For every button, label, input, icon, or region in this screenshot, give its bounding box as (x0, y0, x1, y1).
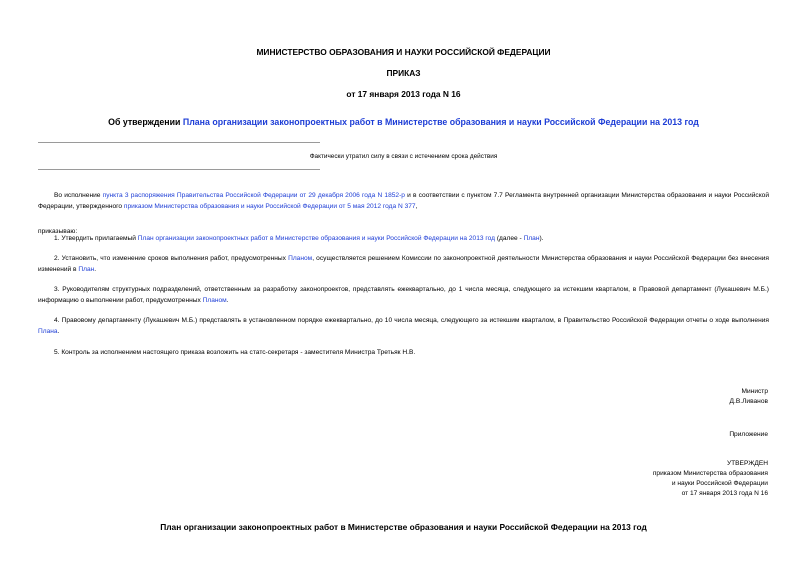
status-note: Фактически утратил силу в связи с истечением срока действия (309, 153, 498, 160)
item-2 (38, 253, 769, 275)
ministry-heading: МИНИСТЕРСТВО ОБРАЗОВАНИЯ И НАУКИ РОССИЙСКОЙ ФЕДЕРАЦИИ (256, 47, 551, 57)
item-1-text-1: 1. Утвердить прилагаемый (54, 235, 138, 242)
item-5 (38, 347, 769, 358)
date-number-heading: от 17 января 2013 года N 16 (346, 89, 461, 99)
preamble-text-3: , (415, 203, 418, 210)
preamble-text-1: Во исполнение (54, 192, 103, 199)
item-2-text-3: . (94, 266, 97, 273)
item-1-text-3: ). (539, 235, 544, 242)
item-4-text-1: 4. Правовому департаменту (Лукашевич М.Б.) представлять в установленном порядке ежеквартально, до 10 числа месяца, следующего за истекшим кварталом, в Правительство Российской Федерации отчеты о ходе выполнения (54, 317, 769, 324)
approval-line-1: УТВЕРЖДЕН (726, 460, 768, 467)
order-word: приказываю: (38, 228, 78, 235)
item-2-text-2: , осуществляется решением Комиссии по законопроектной деятельности Министерства образования и науки Российской Федерации без внесения изменений в (38, 255, 770, 273)
signature-position: Министр (741, 388, 768, 395)
appendix-label: Приложение (729, 431, 768, 438)
document-title (0, 117, 807, 127)
ministry-order-link[interactable]: приказом Министерства образования и науки Российской Федерации от 5 мая 2012 года N 377 (123, 203, 416, 210)
preamble-paragraph (38, 190, 769, 212)
plan-title: План организации законопроектных работ в Министерстве образования и науки Российской Федерации на 2013 год (160, 522, 647, 532)
item-5-text-1: 5. Контроль за исполнением настоящего приказа возложить на статс-секретаря - заместителя Министра Третьяк Н.В. (54, 349, 416, 356)
item-3-text-1: 3. Руководителям структурных подразделений, ответственным за разработку законопроектов, представлять ежеквартально, до 1 числа месяца, следующего за истекшим кварталом, в Правовой департамент (Лукашевич М.Б.) информацию о выполнении работ, предусмотренных (38, 286, 769, 304)
signature-block (500, 387, 768, 407)
item-1-text-2: (далее - (495, 235, 524, 242)
preamble-text-2: и в соответствии с пунктом 7.7 Регламента внутренней организации Министерства образования и науки Российской Федерации, утвержденного (38, 192, 770, 210)
item-1-plan-link[interactable]: План организации законопроектных работ в Министерстве образования и науки Российской Федерации на 2013 год (137, 235, 495, 242)
approval-line-3: и науки Российской Федерации (671, 480, 768, 487)
item-4 (38, 315, 769, 337)
government-order-link[interactable]: пункта 3 распоряжения Правительства Российской Федерации от 29 декабря 2006 года N 1852-р (102, 192, 405, 199)
divider-bottom (38, 169, 320, 170)
item-2-plan-link-2[interactable]: План (78, 266, 95, 273)
divider-top (38, 142, 320, 143)
approval-block (500, 459, 768, 499)
item-2-plan-link[interactable]: Планом (288, 255, 313, 262)
approval-line-4: от 17 января 2013 года N 16 (681, 490, 768, 497)
item-1 (38, 233, 769, 244)
item-3 (38, 284, 769, 306)
item-3-plan-link[interactable]: Планом (202, 297, 227, 304)
title-prefix: Об утверждении (108, 117, 183, 127)
item-2-text-1: 2. Установить, что изменение сроков выполнения работ, предусмотренных (54, 255, 289, 262)
item-4-plan-link[interactable]: Плана (38, 328, 58, 335)
approval-line-2: приказом Министерства образования (652, 470, 768, 477)
item-3-text-2: . (226, 297, 229, 304)
signature-name: Д.В.Ливанов (729, 398, 768, 405)
title-plan-link[interactable]: Плана организации законопроектных работ в Министерстве образования и науки Российской Федерации на 2013 год (182, 117, 699, 127)
doc-type-heading: ПРИКАЗ (386, 68, 421, 78)
item-4-text-2: . (57, 328, 60, 335)
item-1-plan-short-link[interactable]: План (523, 235, 540, 242)
